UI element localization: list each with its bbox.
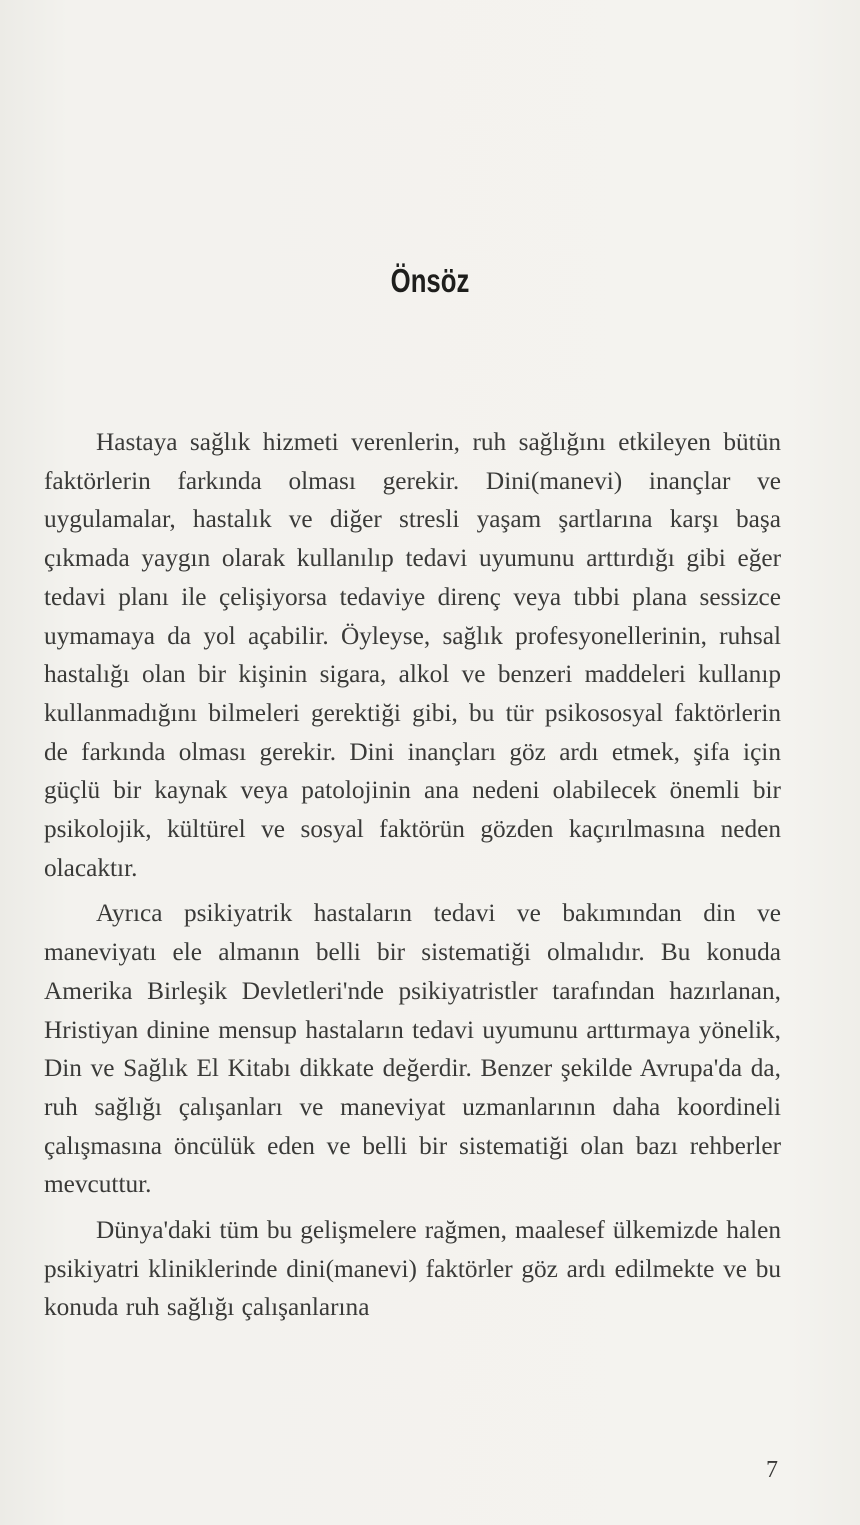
paragraph-1: Hastaya sağlık hizmeti verenlerin, ruh sağlığını etkileyen bütün faktörlerin farkında olması gerekir. Dini(manevi) inançlar ve uygulamalar, hastalık ve diğer stresli yaşam şartlarına karşı başa çıkmada yaygın olarak kullanılıp tedavi uyumunu arttırdığı gibi eğer tedavi planı ile çelişiyorsa tedaviye direnç veya tıbbi plana sessizce uymamaya da yol açabilir. Öyleyse, sağlık profesyonellerinin, ruhsal hastalığı olan bir kişinin sigara, alkol ve benzeri maddeleri kullanıp kullanmadığını bilmeleri gerektiği gibi, bu tür psikososyal faktörlerin de farkında olması gerekir. Dini inançları göz ardı etmek, şifa için güçlü bir kaynak veya patolojinin ana nedeni olabilecek önemli bir psikolojik, kültürel ve sosyal faktörün gözden kaçırılmasına neden olacaktır.: [44, 428, 781, 882]
paragraph-2: Ayrıca psikiyatrik hastaların tedavi ve bakımından din ve maneviyatı ele almanın belli bir sistematiği olmalıdır. Bu konuda Amerika Birleşik Devletleri'nde psikiyatristler tarafından hazırlanan, Hristiyan dinine mensup hastaların tedavi uyumunu arttırmaya yönelik, Din ve Sağlık El Kitabı dikkate değerdir. Benzer şekilde Avrupa'da da, ruh sağlığı çalışanları ve maneviyat uzmanlarının daha koordineli çalışmasına öncülük eden ve belli bir sistematiği olan bazı rehberler mevcuttur.: [44, 899, 781, 1199]
page-number: 7: [766, 1457, 778, 1483]
paragraph-3: Dünya'daki tüm bu gelişmelere rağmen, maalesef ülkemizde halen psikiyatri kliniklerinde dini(manevi) faktörler göz ardı edilmekte ve bu konuda ruh sağlığı çalışanlarına: [44, 1216, 781, 1322]
page-title: Önsöz: [390, 262, 470, 299]
body-text: [44, 423, 781, 1327]
